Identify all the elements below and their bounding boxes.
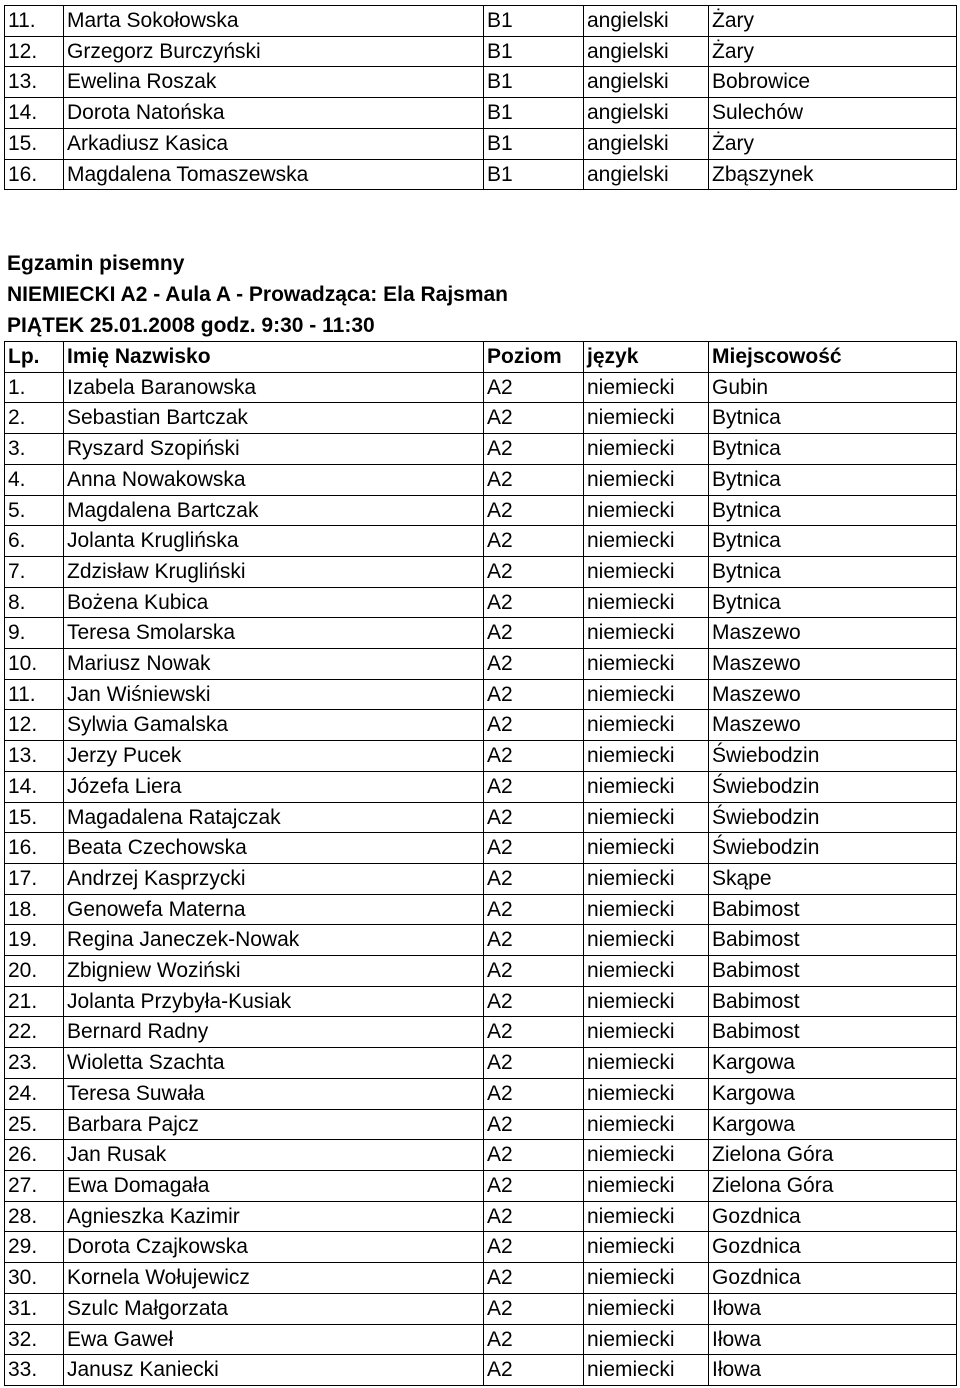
- table-row: [5, 98, 957, 129]
- exam-section-header: [4, 248, 956, 341]
- top-participants-table: [4, 5, 957, 190]
- table-row: [5, 434, 957, 465]
- cell-level: A2: [484, 1109, 584, 1140]
- cell-level: A2: [484, 802, 584, 833]
- cell-lp: 13.: [5, 67, 64, 98]
- cell-name: Barbara Pajcz: [64, 1109, 484, 1140]
- cell-lp: 12.: [5, 710, 64, 741]
- cell-lp: 21.: [5, 986, 64, 1017]
- cell-city: Sulechów: [709, 98, 957, 129]
- table-row: [5, 1078, 957, 1109]
- table-row: [5, 679, 957, 710]
- cell-lp: 19.: [5, 925, 64, 956]
- cell-name: Ewa Gaweł: [64, 1324, 484, 1355]
- cell-lp: 22.: [5, 1017, 64, 1048]
- cell-city: Maszewo: [709, 618, 957, 649]
- cell-level: A2: [484, 1048, 584, 1079]
- table-row: [5, 1048, 957, 1079]
- cell-level: B1: [484, 36, 584, 67]
- cell-language: niemiecki: [584, 986, 709, 1017]
- cell-lp: 13.: [5, 741, 64, 772]
- cell-lp: 25.: [5, 1109, 64, 1140]
- cell-language: niemiecki: [584, 649, 709, 680]
- cell-lp: 24.: [5, 1078, 64, 1109]
- cell-city: Gozdnica: [709, 1201, 957, 1232]
- cell-language: angielski: [584, 159, 709, 190]
- cell-city: Bytnica: [709, 495, 957, 526]
- cell-lp: 12.: [5, 36, 64, 67]
- table-header-row: [5, 342, 957, 373]
- cell-name: Sylwia Gamalska: [64, 710, 484, 741]
- table-row: [5, 1170, 957, 1201]
- cell-city: Bytnica: [709, 556, 957, 587]
- german-exam-body: [5, 342, 957, 1386]
- table-row: [5, 495, 957, 526]
- cell-level: A2: [484, 556, 584, 587]
- cell-lp: 7.: [5, 556, 64, 587]
- cell-language: angielski: [584, 98, 709, 129]
- cell-city: Bobrowice: [709, 67, 957, 98]
- table-row: [5, 556, 957, 587]
- cell-name: Janusz Kaniecki: [64, 1355, 484, 1386]
- table-row: [5, 986, 957, 1017]
- cell-level: A2: [484, 526, 584, 557]
- cell-language: niemiecki: [584, 1201, 709, 1232]
- cell-city: Świebodzin: [709, 802, 957, 833]
- cell-lp: 14.: [5, 771, 64, 802]
- cell-city: Bytnica: [709, 464, 957, 495]
- cell-city: Iłowa: [709, 1355, 957, 1386]
- cell-language: niemiecki: [584, 771, 709, 802]
- cell-language: niemiecki: [584, 372, 709, 403]
- cell-lp: 8.: [5, 587, 64, 618]
- cell-name: Magdalena Bartczak: [64, 495, 484, 526]
- cell-city: Świebodzin: [709, 771, 957, 802]
- cell-language: niemiecki: [584, 434, 709, 465]
- header-city: Miejscowość: [709, 342, 957, 373]
- cell-name: Regina Janeczek-Nowak: [64, 925, 484, 956]
- cell-level: A2: [484, 894, 584, 925]
- cell-name: Agnieszka Kazimir: [64, 1201, 484, 1232]
- cell-language: niemiecki: [584, 1140, 709, 1171]
- cell-name: Jan Rusak: [64, 1140, 484, 1171]
- cell-city: Zielona Góra: [709, 1170, 957, 1201]
- cell-level: B1: [484, 159, 584, 190]
- cell-level: A2: [484, 956, 584, 987]
- table-row: [5, 403, 957, 434]
- table-row: [5, 710, 957, 741]
- cell-name: Anna Nowakowska: [64, 464, 484, 495]
- cell-city: Bytnica: [709, 526, 957, 557]
- cell-level: A2: [484, 1232, 584, 1263]
- cell-language: niemiecki: [584, 741, 709, 772]
- cell-city: Kargowa: [709, 1078, 957, 1109]
- cell-level: A2: [484, 434, 584, 465]
- cell-level: B1: [484, 128, 584, 159]
- cell-name: Teresa Smolarska: [64, 618, 484, 649]
- table-row: [5, 372, 957, 403]
- cell-city: Babimost: [709, 925, 957, 956]
- table-row: [5, 833, 957, 864]
- cell-city: Kargowa: [709, 1109, 957, 1140]
- table-row: [5, 925, 957, 956]
- cell-level: A2: [484, 925, 584, 956]
- table-row: [5, 1293, 957, 1324]
- cell-name: Jan Wiśniewski: [64, 679, 484, 710]
- table-row: [5, 36, 957, 67]
- table-row: [5, 1232, 957, 1263]
- cell-language: niemiecki: [584, 464, 709, 495]
- cell-lp: 26.: [5, 1140, 64, 1171]
- cell-language: niemiecki: [584, 495, 709, 526]
- cell-language: niemiecki: [584, 1017, 709, 1048]
- cell-city: Gubin: [709, 372, 957, 403]
- cell-name: Magadalena Ratajczak: [64, 802, 484, 833]
- cell-lp: 16.: [5, 833, 64, 864]
- cell-lp: 30.: [5, 1263, 64, 1294]
- header-lp: Lp.: [5, 342, 64, 373]
- cell-lp: 28.: [5, 1201, 64, 1232]
- top-participants-body: [5, 6, 957, 190]
- cell-city: Babimost: [709, 956, 957, 987]
- cell-name: Grzegorz Burczyński: [64, 36, 484, 67]
- cell-name: Jolanta Kruglińska: [64, 526, 484, 557]
- table-row: [5, 526, 957, 557]
- cell-lp: 11.: [5, 679, 64, 710]
- cell-city: Żary: [709, 6, 957, 37]
- cell-city: Maszewo: [709, 710, 957, 741]
- cell-name: Kornela Wołujewicz: [64, 1263, 484, 1294]
- cell-lp: 16.: [5, 159, 64, 190]
- cell-city: Maszewo: [709, 649, 957, 680]
- cell-language: angielski: [584, 36, 709, 67]
- cell-name: Jerzy Pucek: [64, 741, 484, 772]
- cell-language: niemiecki: [584, 1263, 709, 1294]
- cell-name: Mariusz Nowak: [64, 649, 484, 680]
- cell-level: A2: [484, 986, 584, 1017]
- cell-language: niemiecki: [584, 403, 709, 434]
- cell-language: niemiecki: [584, 556, 709, 587]
- cell-level: A2: [484, 464, 584, 495]
- table-row: [5, 587, 957, 618]
- cell-level: A2: [484, 1017, 584, 1048]
- cell-city: Maszewo: [709, 679, 957, 710]
- cell-lp: 1.: [5, 372, 64, 403]
- cell-lp: 23.: [5, 1048, 64, 1079]
- table-row: [5, 6, 957, 37]
- cell-name: Andrzej Kasprzycki: [64, 863, 484, 894]
- header-level: Poziom: [484, 342, 584, 373]
- cell-name: Bożena Kubica: [64, 587, 484, 618]
- cell-name: Dorota Natońska: [64, 98, 484, 129]
- cell-city: Babimost: [709, 894, 957, 925]
- cell-level: A2: [484, 372, 584, 403]
- header-language: język: [584, 342, 709, 373]
- cell-city: Babimost: [709, 1017, 957, 1048]
- cell-city: Kargowa: [709, 1048, 957, 1079]
- cell-lp: 9.: [5, 618, 64, 649]
- cell-level: A2: [484, 403, 584, 434]
- cell-level: A2: [484, 710, 584, 741]
- cell-city: Bytnica: [709, 587, 957, 618]
- cell-language: niemiecki: [584, 1078, 709, 1109]
- cell-name: Ewa Domagała: [64, 1170, 484, 1201]
- cell-level: A2: [484, 1170, 584, 1201]
- cell-lp: 32.: [5, 1324, 64, 1355]
- cell-name: Zbigniew Woziński: [64, 956, 484, 987]
- cell-language: niemiecki: [584, 802, 709, 833]
- cell-lp: 31.: [5, 1293, 64, 1324]
- table-row: [5, 1324, 957, 1355]
- cell-language: niemiecki: [584, 863, 709, 894]
- cell-level: B1: [484, 98, 584, 129]
- cell-name: Zdzisław Krugliński: [64, 556, 484, 587]
- cell-lp: 14.: [5, 98, 64, 129]
- cell-lp: 27.: [5, 1170, 64, 1201]
- table-row: [5, 1017, 957, 1048]
- cell-language: niemiecki: [584, 587, 709, 618]
- cell-level: A2: [484, 741, 584, 772]
- cell-language: niemiecki: [584, 1170, 709, 1201]
- cell-level: A2: [484, 1263, 584, 1294]
- cell-language: niemiecki: [584, 925, 709, 956]
- cell-language: niemiecki: [584, 679, 709, 710]
- header-name: Imię Nazwisko: [64, 342, 484, 373]
- exam-datetime: PIĄTEK 25.01.2008 godz. 9:30 - 11:30: [7, 314, 375, 337]
- cell-name: Bernard Radny: [64, 1017, 484, 1048]
- cell-level: A2: [484, 1355, 584, 1386]
- cell-city: Skąpe: [709, 863, 957, 894]
- cell-name: Teresa Suwała: [64, 1078, 484, 1109]
- cell-name: Magdalena Tomaszewska: [64, 159, 484, 190]
- cell-name: Dorota Czajkowska: [64, 1232, 484, 1263]
- cell-name: Beata Czechowska: [64, 833, 484, 864]
- cell-city: Bytnica: [709, 403, 957, 434]
- cell-lp: 3.: [5, 434, 64, 465]
- cell-city: Gozdnica: [709, 1232, 957, 1263]
- exam-subtitle: NIEMIECKI A2 - Aula A - Prowadząca: Ela Rajsman: [7, 283, 509, 306]
- table-row: [5, 1109, 957, 1140]
- table-row: [5, 894, 957, 925]
- cell-city: Zbąszynek: [709, 159, 957, 190]
- cell-lp: 10.: [5, 649, 64, 680]
- table-row: [5, 1355, 957, 1386]
- cell-level: A2: [484, 1324, 584, 1355]
- cell-level: B1: [484, 67, 584, 98]
- cell-lp: 11.: [5, 6, 64, 37]
- cell-lp: 2.: [5, 403, 64, 434]
- table-row: [5, 128, 957, 159]
- cell-name: Genowefa Materna: [64, 894, 484, 925]
- cell-city: Żary: [709, 36, 957, 67]
- cell-language: niemiecki: [584, 710, 709, 741]
- cell-city: Żary: [709, 128, 957, 159]
- table-row: [5, 159, 957, 190]
- table-row: [5, 802, 957, 833]
- exam-title: Egzamin pisemny: [7, 252, 185, 275]
- table-row: [5, 1263, 957, 1294]
- cell-lp: 5.: [5, 495, 64, 526]
- cell-name: Szulc Małgorzata: [64, 1293, 484, 1324]
- cell-name: Jolanta Przybyła-Kusiak: [64, 986, 484, 1017]
- cell-lp: 29.: [5, 1232, 64, 1263]
- cell-name: Józefa Liera: [64, 771, 484, 802]
- cell-language: niemiecki: [584, 1232, 709, 1263]
- cell-language: angielski: [584, 67, 709, 98]
- cell-name: Arkadiusz Kasica: [64, 128, 484, 159]
- cell-language: niemiecki: [584, 1324, 709, 1355]
- cell-level: A2: [484, 587, 584, 618]
- cell-name: Marta Sokołowska: [64, 6, 484, 37]
- cell-level: A2: [484, 495, 584, 526]
- cell-level: A2: [484, 649, 584, 680]
- cell-language: niemiecki: [584, 956, 709, 987]
- table-row: [5, 67, 957, 98]
- cell-level: A2: [484, 679, 584, 710]
- cell-level: A2: [484, 1140, 584, 1171]
- cell-level: A2: [484, 863, 584, 894]
- cell-language: niemiecki: [584, 1293, 709, 1324]
- cell-language: niemiecki: [584, 894, 709, 925]
- cell-lp: 17.: [5, 863, 64, 894]
- table-row: [5, 863, 957, 894]
- table-row: [5, 1201, 957, 1232]
- cell-level: A2: [484, 618, 584, 649]
- cell-city: Świebodzin: [709, 833, 957, 864]
- table-row: [5, 618, 957, 649]
- cell-language: niemiecki: [584, 1048, 709, 1079]
- cell-level: A2: [484, 833, 584, 864]
- cell-city: Świebodzin: [709, 741, 957, 772]
- cell-language: angielski: [584, 6, 709, 37]
- cell-language: niemiecki: [584, 1109, 709, 1140]
- cell-lp: 15.: [5, 128, 64, 159]
- cell-language: niemiecki: [584, 618, 709, 649]
- cell-lp: 6.: [5, 526, 64, 557]
- cell-language: niemiecki: [584, 526, 709, 557]
- cell-level: A2: [484, 771, 584, 802]
- cell-level: A2: [484, 1201, 584, 1232]
- cell-name: Wioletta Szachta: [64, 1048, 484, 1079]
- cell-name: Ryszard Szopiński: [64, 434, 484, 465]
- cell-language: angielski: [584, 128, 709, 159]
- table-row: [5, 956, 957, 987]
- cell-city: Zielona Góra: [709, 1140, 957, 1171]
- cell-lp: 18.: [5, 894, 64, 925]
- cell-level: B1: [484, 6, 584, 37]
- cell-level: A2: [484, 1293, 584, 1324]
- cell-language: niemiecki: [584, 1355, 709, 1386]
- cell-name: Sebastian Bartczak: [64, 403, 484, 434]
- cell-city: Bytnica: [709, 434, 957, 465]
- cell-lp: 20.: [5, 956, 64, 987]
- cell-city: Iłowa: [709, 1293, 957, 1324]
- table-row: [5, 771, 957, 802]
- cell-city: Gozdnica: [709, 1263, 957, 1294]
- cell-lp: 15.: [5, 802, 64, 833]
- table-row: [5, 1140, 957, 1171]
- cell-lp: 33.: [5, 1355, 64, 1386]
- table-row: [5, 464, 957, 495]
- cell-city: Iłowa: [709, 1324, 957, 1355]
- cell-name: Izabela Baranowska: [64, 372, 484, 403]
- table-row: [5, 741, 957, 772]
- cell-language: niemiecki: [584, 833, 709, 864]
- table-row: [5, 649, 957, 680]
- cell-level: A2: [484, 1078, 584, 1109]
- cell-name: Ewelina Roszak: [64, 67, 484, 98]
- cell-lp: 4.: [5, 464, 64, 495]
- german-exam-table: [4, 341, 957, 1386]
- cell-city: Babimost: [709, 986, 957, 1017]
